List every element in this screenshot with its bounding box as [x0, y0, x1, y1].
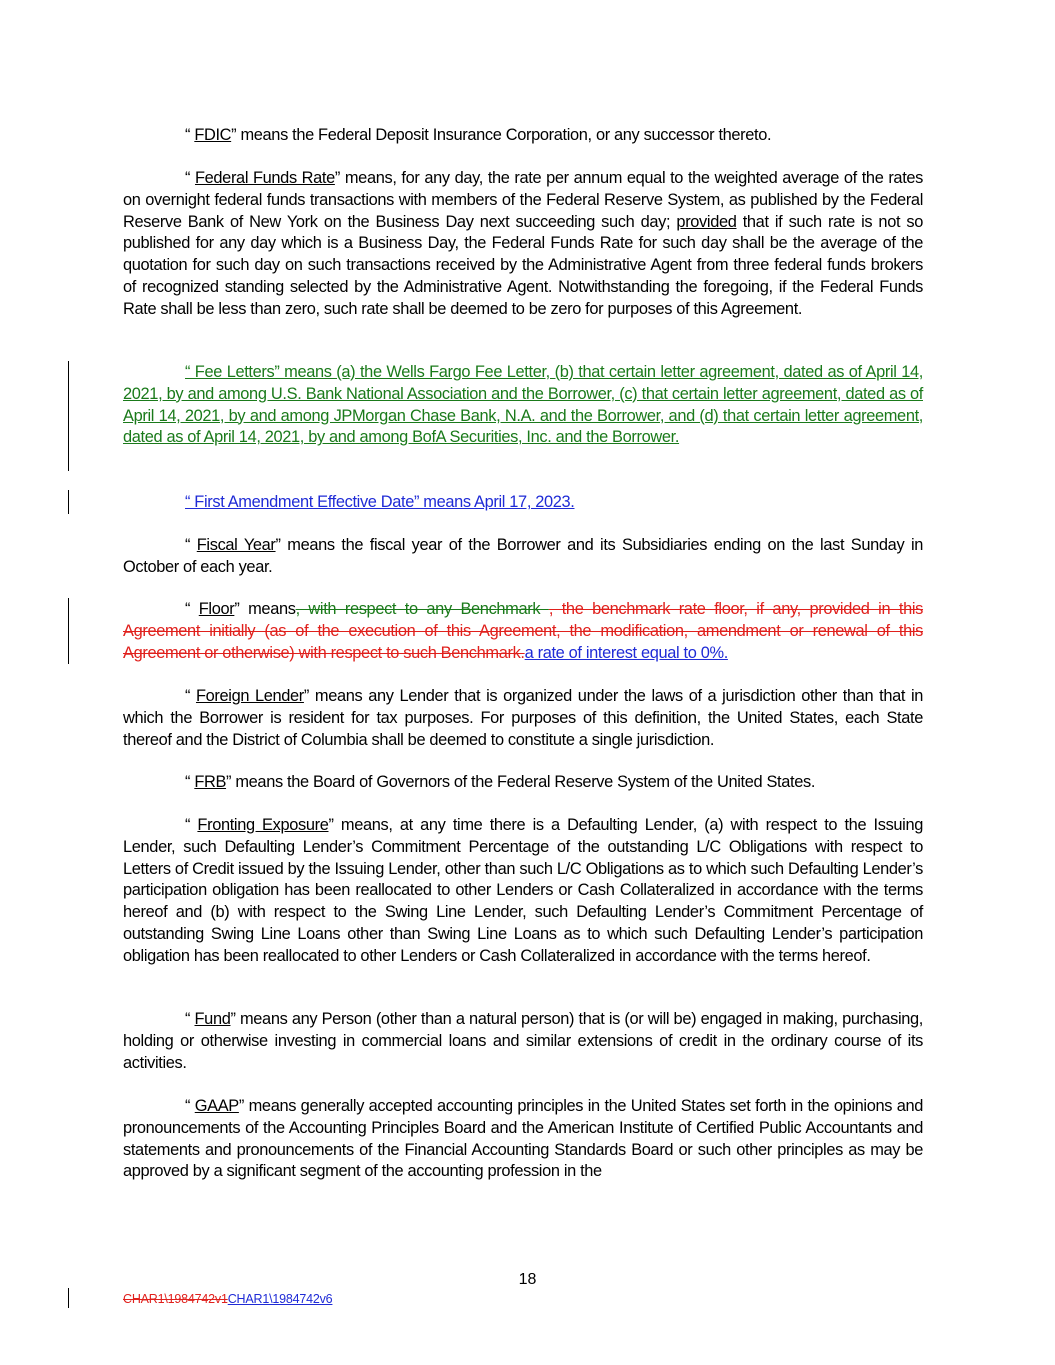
defined-term: FRB [194, 773, 227, 791]
change-bar [68, 1288, 69, 1308]
definition-body: ” means [234, 600, 296, 618]
page-number: 18 [518, 1271, 537, 1288]
defined-term: Fiscal Year [196, 536, 276, 554]
change-bar [68, 490, 69, 514]
definition-first-amendment-effective-date [123, 492, 923, 514]
change-bar [68, 361, 69, 471]
definition-body-continued: that if such rate is not so published for any day which is a Business Day, the Federal Funds Rate for such day shall be the average of the quotation for such day on such transactions received by the Administrative Agent from three federal funds brokers of recognized standing selected by the Administrative Agent. Notwithstanding the foregoing, if the Federal Funds Rate shall be less than zero, such rate shall be deemed to be zero for purposes of this Agreement. [123, 212, 923, 318]
defined-term: Foreign Lender [195, 687, 304, 705]
definition-body: ” means the fiscal year of the Borrower and its Subsidiaries ending on the last Sunday in October of each year. [123, 536, 923, 576]
definition-fronting-exposure [123, 815, 923, 968]
open-quote: “ [185, 536, 197, 554]
definition-body: ” means, for any day, the rate per annum equal to the weighted average of the rates on overnight federal funds transactions with members of the Federal Reserve System, as published by the Federal Reserve Bank of New York on the Business Day next succeeding such day; [123, 169, 924, 231]
open-quote: “ [185, 687, 196, 705]
defined-term: Floor [198, 600, 235, 618]
inserted-text: a rate of interest equal to 0%. [524, 643, 728, 662]
open-quote: “ [185, 773, 195, 791]
definition-body: ” means any Person (other than a natural person) that is (or will be) engaged in making, purchasing, holding or otherwise investing in commercial loans and similar extensions of credit in the ordinary course of its activities. [123, 1010, 924, 1072]
footer-document-id [123, 1291, 332, 1307]
definition-fee-letters [123, 362, 923, 449]
open-quote: “ [185, 169, 195, 187]
definition-floor [123, 599, 923, 664]
definition-body: ” means any Lender that is organized under the laws of a jurisdiction other than that in which the Borrower is resident for tax purposes. For purposes of this definition, the United States, each State thereof and the District of Columbia shall be deemed to constitute a single jurisdiction. [123, 687, 924, 749]
inserted-doc-id: CHAR1\1984742v6 [227, 1292, 333, 1306]
definition-body: ” means, at any time there is a Defaulting Lender, (a) with respect to the Issuing Lender, such Defaulting Lender’s Commitment Percentage of the outstanding L/C Obligations with respect to Letters of Credit issued by the Issuing Lender, other than such L/C Obligations as to which such Defaulting Lender’s participation obligation has been reallocated to other Lenders or Cash Collateralized in accordance with the terms hereof and (b) with respect to the Swing Line Lender, such Defaulting Lender’s Commitment Percentage of outstanding Swing Line Loans other than Swing Line Loans as to which such Defaulting Lender’s participation obligation has been reallocated to other Lenders or Cash Collateralized in accordance with the terms hereof. [123, 816, 924, 965]
defined-term: Federal Funds Rate [194, 169, 335, 187]
inserted-text: “ Fee Letters” means (a) the Wells Fargo Fee Letter, (b) that certain letter agreement, dated as of April 14, 2021, by and among U.S. Bank National Association and the Borrower, (c) that certain letter agreement, dated as of April 14, 2021, by and among JPMorgan Chase Bank, N.A. and the Borrower, and (d) that certain letter agreement, dated as of April 14, 2021, by and among BofA Securities, Inc. and the Borrower. [123, 363, 923, 447]
change-bar [68, 598, 69, 664]
definition-federal-funds-rate [123, 168, 923, 321]
defined-term: FDIC [194, 126, 232, 144]
open-quote: “ [185, 1097, 195, 1115]
deleted-text: , with respect to any Benchmark [295, 600, 549, 618]
defined-term: Fund [194, 1010, 231, 1028]
definition-fund [123, 1009, 923, 1074]
definition-gaap [123, 1096, 923, 1183]
definition-body: ” means the Federal Deposit Insurance Corporation, or any successor thereto. [231, 126, 772, 144]
deleted-text: , the benchmark rate floor, if any, provided in this Agreement initially (as of the execution of this Agreement, the modification, amendment or renewal of this Agreement or otherwise) with respect to such Benchmark. [123, 600, 923, 662]
open-quote: “ [185, 600, 199, 618]
definition-fiscal-year [123, 535, 923, 579]
open-quote: “ [185, 816, 198, 834]
open-quote: “ [185, 1010, 195, 1028]
definition-frb [123, 772, 923, 794]
defined-term: Fronting Exposure [197, 816, 329, 834]
defined-term: GAAP [194, 1097, 239, 1115]
deleted-doc-id: CHAR1\1984742v1 [123, 1292, 228, 1306]
definition-body: ” means generally accepted accounting principles in the United States set forth in the opinions and pronouncements of the Accounting Principles Board and the American Institute of Certified Public Accountants and statements and pronouncements of the Financial Accounting Standards Board or such other principles as may be approved by a significant segment of the accounting profession in the [123, 1097, 923, 1181]
definition-foreign-lender [123, 686, 923, 751]
definition-body: ” means the Board of Governors of the Federal Reserve System of the United States. [226, 773, 816, 791]
inserted-text: “ First Amendment Effective Date” means April 17, 2023. [185, 493, 575, 511]
proviso-word: provided [676, 212, 737, 231]
open-quote: “ [185, 126, 195, 144]
definition-fdic [123, 125, 923, 147]
